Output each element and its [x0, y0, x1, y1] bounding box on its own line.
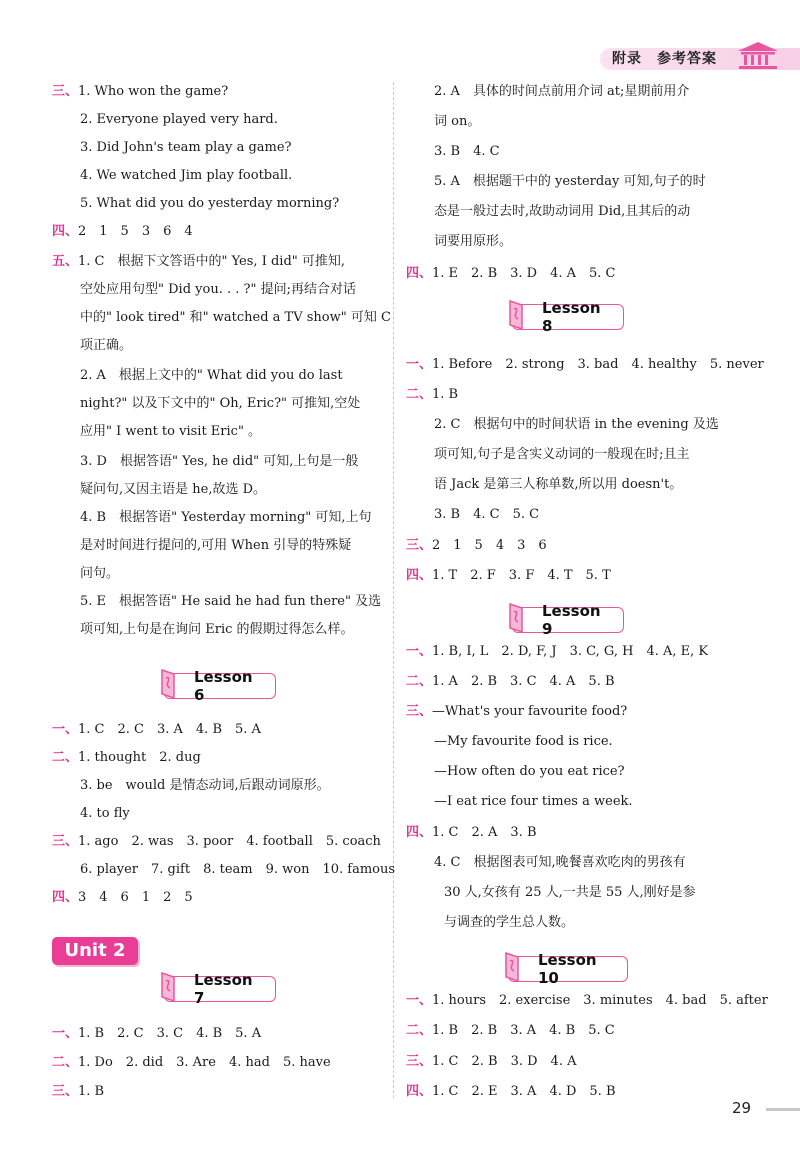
page-number: 29	[732, 1099, 752, 1117]
lesson-10-heading: Lesson 10	[508, 956, 628, 982]
answer-line: —I eat rice four times a week.	[434, 794, 633, 809]
answer-line: 三、1. ago 2. was 3. poor 4. football 5. coach	[52, 834, 381, 849]
answer-line: 二、1. A 2. B 3. C 4. A 5. B	[406, 674, 615, 689]
lesson-6-heading: Lesson 6	[164, 673, 276, 699]
answer-line: 应用" I went to visit Eric" 。	[80, 424, 262, 439]
answer-line: 6. player 7. gift 8. team 9. won 10. famous	[80, 862, 396, 877]
answer-line: 四、3 4 6 1 2 5	[52, 890, 193, 905]
answer-line: 四、1. E 2. B 3. D 4. A 5. C	[406, 266, 616, 281]
answer-line: 二、1. thought 2. dug	[52, 750, 201, 765]
lesson-7-heading: Lesson 7	[164, 976, 276, 1002]
answer-line: 三、2 1 5 4 3 6	[406, 538, 547, 553]
answer-line: 态是一般过去时,故助动词用 Did,且其后的动	[434, 204, 691, 219]
lesson-8-heading: Lesson 8	[512, 304, 624, 330]
answer-line: 一、1. B 2. C 3. C 4. B 5. A	[52, 1026, 262, 1041]
answer-line: 四、1. C 2. A 3. B	[406, 825, 537, 840]
answer-line: 四、1. C 2. E 3. A 4. D 5. B	[406, 1084, 616, 1099]
page-number-rule	[766, 1108, 800, 1111]
answer-line: 项可知,句子是含实义动词的一般现在时;且主	[434, 447, 690, 462]
answer-line: 3. B 4. C	[434, 144, 500, 159]
answer-line: —My favourite food is rice.	[434, 734, 613, 749]
answer-line: 一、1. C 2. C 3. A 4. B 5. A	[52, 722, 261, 737]
answer-line: 5. E 根据答语" He said he had fun there" 及选	[80, 594, 382, 609]
answer-line: 五、1. C 根据下文答语中的" Yes, I did" 可推知,	[52, 254, 346, 269]
answer-line: 二、1. Do 2. did 3. Are 4. had 5. have	[52, 1055, 331, 1070]
answer-line: 三、1. C 2. B 3. D 4. A	[406, 1054, 577, 1069]
answer-line: 四、2 1 5 3 6 4	[52, 224, 193, 239]
answer-line: 问句。	[80, 566, 120, 581]
answer-line: 二、1. B 2. B 3. A 4. B 5. C	[406, 1023, 615, 1038]
temple-icon	[736, 40, 780, 70]
answer-line: 三、1. B	[52, 1084, 105, 1099]
answer-line: 词要用原形。	[434, 234, 513, 249]
answer-line: 语 Jack 是第三人称单数,所以用 doesn't。	[434, 477, 683, 492]
answer-line: 项正确。	[80, 338, 133, 353]
answer-line: 三、1. Who won the game?	[52, 84, 229, 99]
answer-line: 5. What did you do yesterday morning?	[80, 196, 340, 211]
answer-line: 一、1. B, I, L 2. D, F, J 3. C, G, H 4. A, E, K	[406, 644, 709, 659]
column-divider	[393, 82, 394, 1098]
answer-line: 3. be would 是情态动词,后跟动词原形。	[80, 778, 330, 793]
answer-line: 项可知,上句是在询问 Eric 的假期过得怎么样。	[80, 622, 354, 637]
page-header	[612, 40, 725, 76]
answer-line: 2. C 根据句中的时间状语 in the evening 及选	[434, 417, 719, 432]
answer-line: 2. A 具体的时间点前用介词 at;星期前用介	[434, 84, 690, 99]
answer-line: 4. We watched Jim play football.	[80, 168, 293, 183]
answer-line: —How often do you eat rice?	[434, 764, 625, 779]
answer-line: 3. D 根据答语" Yes, he did" 可知,上句是一般	[80, 454, 359, 469]
lesson-9-heading: Lesson 9	[512, 607, 624, 633]
answer-line: 与调查的学生总人数。	[444, 915, 575, 930]
answer-line: 二、1. B	[406, 387, 459, 402]
answer-line: 四、1. T 2. F 3. F 4. T 5. T	[406, 568, 611, 583]
answer-line: 4. C 根据图表可知,晚餐喜欢吃肉的男孩有	[434, 855, 686, 870]
answer-line: 词 on。	[434, 114, 481, 129]
answer-line: 疑问句,又因主语是 he,故选 D。	[80, 482, 267, 497]
answer-line: 中的" look tired" 和" watched a TV show" 可知 C	[80, 310, 391, 325]
answer-line: 3. B 4. C 5. C	[434, 507, 540, 522]
answer-line: 4. B 根据答语" Yesterday morning" 可知,上句	[80, 510, 372, 525]
answer-line: 一、1. hours 2. exercise 3. minutes 4. bad 5. after	[406, 993, 768, 1008]
answer-line: 3. Did John's team play a game?	[80, 140, 292, 155]
header-title: 附录 参考答案	[612, 51, 717, 67]
answer-line: 30 人,女孩有 25 人,一共是 55 人,刚好是参	[444, 885, 696, 900]
answer-line: 2. A 根据上文中的" What did you do last	[80, 368, 343, 383]
answer-line: 空处应用句型" Did you. . . ?" 提问;再结合对话	[80, 282, 356, 297]
answer-line: 4. to fly	[80, 806, 130, 821]
answer-line: 三、—What's your favourite food?	[406, 704, 628, 719]
answer-line: 是对时间进行提问的,可用 When 引导的特殊疑	[80, 538, 352, 553]
answer-line: 2. Everyone played very hard.	[80, 112, 278, 127]
answer-line: night?" 以及下文中的" Oh, Eric?" 可推知,空处	[80, 396, 361, 411]
answer-line: 5. A 根据题干中的 yesterday 可知,句子的时	[434, 174, 706, 189]
answer-line: 一、1. Before 2. strong 3. bad 4. healthy 5. never	[406, 357, 764, 372]
unit-2-badge: Unit 2	[52, 937, 138, 965]
